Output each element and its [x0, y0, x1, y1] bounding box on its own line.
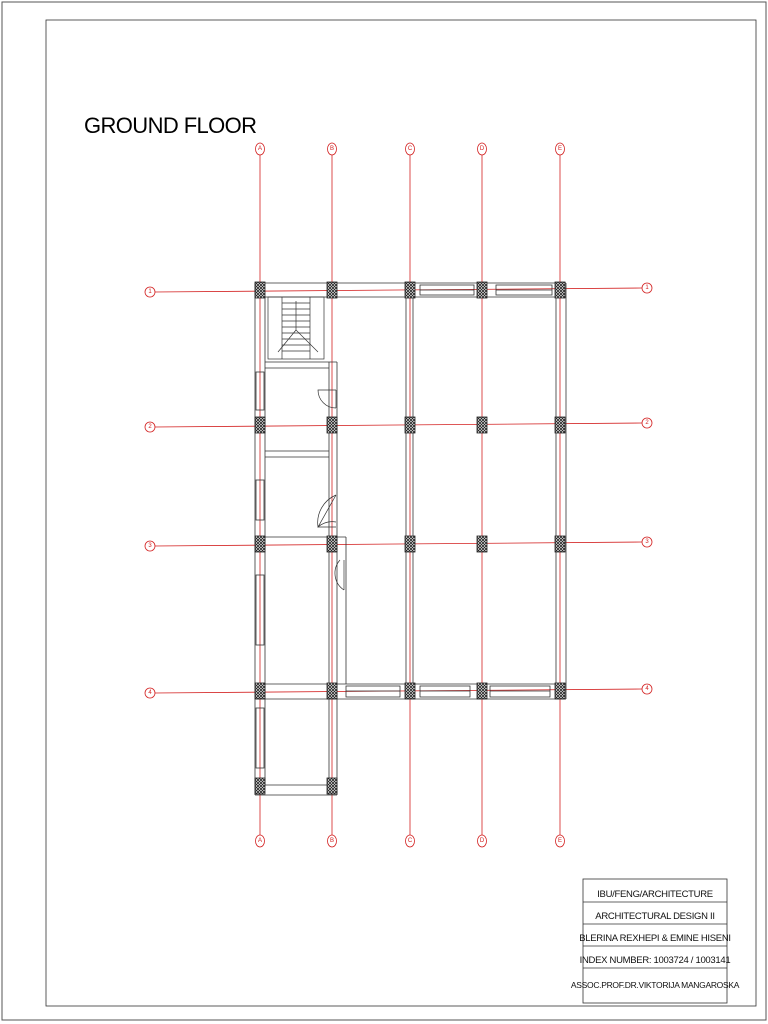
- column-b2: [327, 417, 337, 433]
- grid-bubble-a-bottom: [256, 835, 265, 847]
- grid-label-b: B: [329, 146, 335, 152]
- grid-bubble-3-left: [145, 541, 155, 551]
- title-block-institution: IBU/FENG/ARCHITECTURE: [597, 889, 713, 900]
- grid-bubble-1-left: [145, 287, 155, 297]
- grid-line-1: [155, 288, 642, 292]
- grid-bubble-b-bottom: [328, 835, 337, 847]
- column-b3: [327, 536, 337, 552]
- column-e4: [555, 683, 565, 699]
- grid-label-3: 3: [148, 543, 152, 549]
- column-e1: [555, 282, 565, 298]
- door-swing-4: [335, 560, 344, 590]
- column-d4: [477, 683, 487, 699]
- grid-bubble-a-top: [256, 143, 265, 155]
- column-d2: [477, 417, 487, 433]
- title-block: [571, 879, 740, 1003]
- door-swing-1: [318, 390, 336, 408]
- column-c2: [405, 417, 415, 433]
- grid-label-d: D: [479, 146, 485, 152]
- grid-bubble-b-top: [328, 143, 337, 155]
- grid-label-a: A: [257, 838, 263, 844]
- grid-label-a: A: [257, 146, 263, 152]
- column-c1: [405, 282, 415, 298]
- column-a2: [255, 417, 265, 433]
- grid-label-4: 4: [645, 686, 649, 692]
- grid-label-3: 3: [645, 539, 649, 545]
- grid-label-c: C: [407, 838, 413, 844]
- column-c3: [405, 536, 415, 552]
- title-block-authors: BLERINA REXHEPI & EMINE HISENI: [579, 933, 731, 944]
- grid-label-2: 2: [645, 420, 649, 426]
- column-a4: [255, 683, 265, 699]
- grid-bubble-2-right: [642, 418, 652, 428]
- drawing-title: GROUND FLOOR: [84, 113, 257, 138]
- column-a1: [255, 282, 265, 298]
- staircase: [268, 297, 324, 359]
- window-south-3: [490, 686, 550, 697]
- title-block-professor: ASSOC.PROF.DR.VIKTORIJA MANGAROSKA: [570, 980, 740, 990]
- grid-label-1: 1: [645, 285, 649, 291]
- grid-bubble-c-top: [406, 143, 415, 155]
- outer-border: [2, 2, 766, 1020]
- grid-bubble-3-right: [642, 537, 652, 547]
- column-a3: [255, 536, 265, 552]
- grid-bubble-d-top: [478, 143, 487, 155]
- grid-line-2: [155, 423, 642, 427]
- grid-label-4: 4: [148, 690, 152, 696]
- column-c4: [405, 683, 415, 699]
- inner-border: [46, 20, 756, 1006]
- column-e3: [555, 536, 565, 552]
- column-b4: [327, 683, 337, 699]
- column-b1: [327, 282, 337, 298]
- grid-label-c: C: [407, 146, 413, 152]
- column-e2: [555, 417, 565, 433]
- grid-bubble-d-bottom: [478, 835, 487, 847]
- column-d1: [477, 282, 487, 298]
- grid-label-e: E: [557, 838, 563, 844]
- grid-bubble-e-bottom: [556, 835, 565, 847]
- column-d3: [477, 536, 487, 552]
- grid-bubble-4-right: [642, 684, 652, 694]
- column-annex-2: [327, 778, 337, 794]
- structural-grid: [145, 143, 652, 847]
- grid-bubble-1-right: [642, 283, 652, 293]
- grid-bubble-4-left: [145, 688, 155, 698]
- window-south-2: [420, 686, 470, 697]
- column-annex-1: [255, 778, 265, 794]
- grid-label-2: 2: [148, 424, 152, 430]
- grid-label-e: E: [557, 146, 563, 152]
- grid-label-d: D: [479, 838, 485, 844]
- title-block-course: ARCHITECTURAL DESIGN II: [595, 911, 715, 922]
- grid-bubble-e-top: [556, 143, 565, 155]
- grid-line-3: [155, 542, 642, 546]
- title-block-index: INDEX NUMBER: 1003724 / 1003141: [579, 955, 731, 966]
- grid-label-1: 1: [148, 289, 152, 295]
- grid-bubble-c-bottom: [406, 835, 415, 847]
- grid-bubble-2-left: [145, 422, 155, 432]
- grid-label-b: B: [329, 838, 335, 844]
